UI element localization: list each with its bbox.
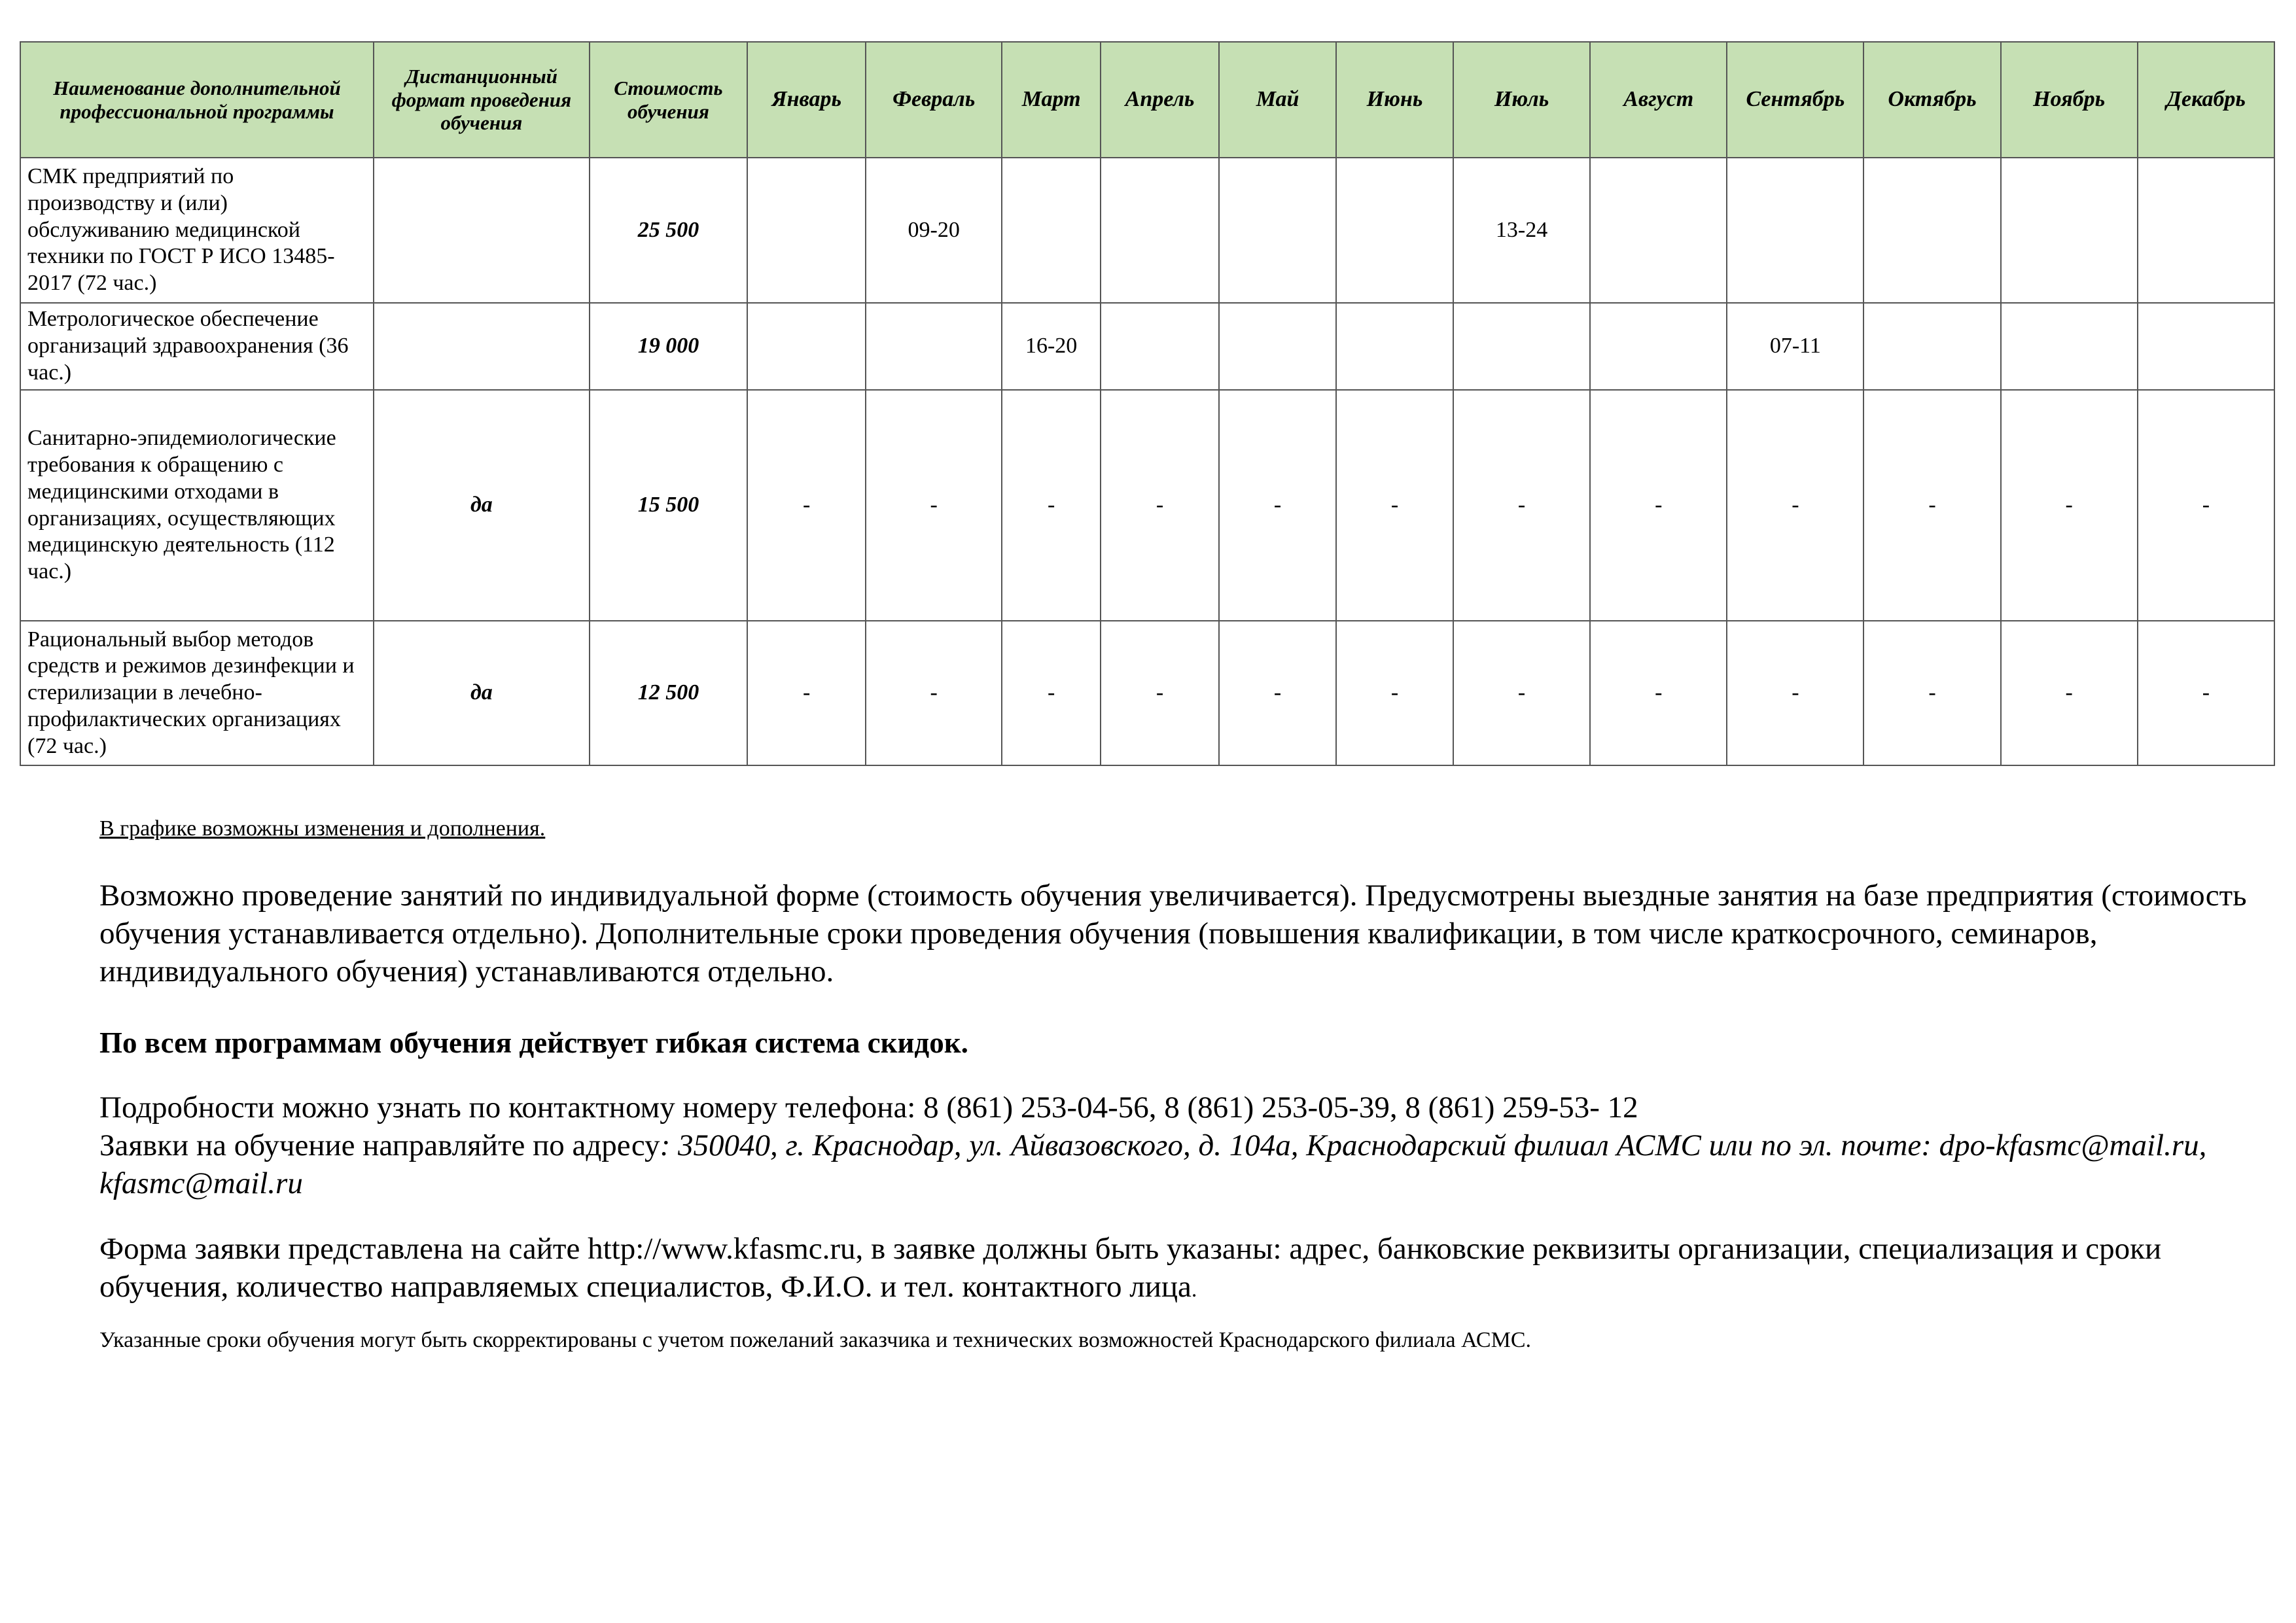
cost-cell: 15 500: [590, 390, 747, 621]
month-cell: -: [1219, 621, 1336, 765]
table-header-row: [20, 42, 2274, 158]
month-cell: [2138, 303, 2274, 390]
schedule-changes-note: В графике возможны изменения и дополнения.: [99, 816, 546, 841]
month-cell: [1590, 303, 1727, 390]
month-cell: 16-20: [1002, 303, 1101, 390]
month-cell: [866, 303, 1002, 390]
form-info-end: .: [1191, 1278, 1197, 1302]
month-cell: [2001, 158, 2138, 303]
header-month: Май: [1219, 42, 1336, 158]
distance-cell: [374, 158, 590, 303]
month-cell: -: [866, 390, 1002, 621]
header-month: Март: [1002, 42, 1101, 158]
month-cell: 09-20: [866, 158, 1002, 303]
month-cell: [1863, 158, 2000, 303]
month-cell: -: [2001, 621, 2138, 765]
month-cell: -: [1336, 621, 1453, 765]
contacts-block: [99, 1089, 2259, 1202]
month-cell: [1336, 303, 1453, 390]
month-cell: [2001, 303, 2138, 390]
cost-cell: 25 500: [590, 158, 747, 303]
month-cell: -: [1101, 390, 1219, 621]
month-cell: -: [1727, 621, 1863, 765]
month-cell: -: [1002, 390, 1101, 621]
program-name: Рациональный выбор методов средств и режимов дезинфекции и стерилизации в лечебно-профилактических организациях (72 час.): [20, 621, 374, 765]
month-cell: -: [2138, 390, 2274, 621]
header-month: Февраль: [866, 42, 1002, 158]
discount-note: По всем программам обучения действует гибкая система скидок.: [99, 1026, 968, 1059]
header-month: Август: [1590, 42, 1727, 158]
distance-cell: да: [374, 390, 590, 621]
month-cell: -: [2138, 621, 2274, 765]
month-cell: [1219, 158, 1336, 303]
apply-line: [99, 1126, 2259, 1202]
header-distance-format: Дистанционный формат проведения обучения: [374, 42, 590, 158]
header-month: Декабрь: [2138, 42, 2274, 158]
month-cell: -: [1453, 390, 1590, 621]
program-name: Метрологическое обеспечение организаций здравоохранения (36 час.): [20, 303, 374, 390]
header-program: Наименование дополнительной профессиональной программы: [20, 42, 374, 158]
form-info-text: Форма заявки представлена на сайте http://www.kfasmc.ru, в заявке должны быть указаны: адрес, банковские реквизиты организации, специализация и сроки обучения, количество направляемых специалистов, Ф.И.О. и тел. контактного лица: [99, 1232, 2162, 1304]
header-month: Июль: [1453, 42, 1590, 158]
month-cell: [1863, 303, 2000, 390]
header-month: Январь: [747, 42, 866, 158]
distance-cell: [374, 303, 590, 390]
header-month: Октябрь: [1863, 42, 2000, 158]
month-cell: -: [1727, 390, 1863, 621]
program-name: СМК предприятий по производству и (или) обслуживанию медицинской техники по ГОСТ Р ИСО 13485-2017 (72 час.): [20, 158, 374, 303]
month-cell: -: [866, 621, 1002, 765]
month-cell: -: [1219, 390, 1336, 621]
apply-prefix: Заявки на обучение направляйте по адресу: [99, 1128, 660, 1162]
month-cell: -: [1590, 621, 1727, 765]
training-schedule-table: [20, 41, 2275, 766]
month-cell: -: [1863, 390, 2000, 621]
month-cell: -: [2001, 390, 2138, 621]
month-cell: [1590, 158, 1727, 303]
month-cell: [1727, 158, 1863, 303]
cost-cell: 19 000: [590, 303, 747, 390]
month-cell: -: [1590, 390, 1727, 621]
individual-training-paragraph: Возможно проведение занятий по индивидуальной форме (стоимость обучения увеличивается). Предусмотрены выездные занятия на базе предприятия (стоимость обучения устанавливается отдельно). Дополнительные сроки проведения обучения (повышения квалификации, в том числе краткосрочного, семинаров, индивидуального обучения) устанавливаются отдельно.: [99, 879, 2247, 988]
apply-address: : 350040, г. Краснодар, ул. Айвазовского, д. 104а, Краснодарский филиал АСМС или по эл. почте: dpo-kfasmc@mail.ru, kfasmc@mail.ru: [99, 1128, 2207, 1200]
month-cell: [2138, 158, 2274, 303]
table-row: [20, 303, 2274, 390]
table-row: [20, 390, 2274, 621]
month-cell: -: [747, 621, 866, 765]
month-cell: [1101, 303, 1219, 390]
disclaimer-note: Указанные сроки обучения могут быть скорректированы с учетом пожеланий заказчика и технических возможностей Краснодарского филиала АСМС.: [99, 1328, 1532, 1352]
distance-cell: да: [374, 621, 590, 765]
month-cell: -: [1002, 621, 1101, 765]
cost-cell: 12 500: [590, 621, 747, 765]
month-cell: -: [1863, 621, 2000, 765]
month-cell: [747, 303, 866, 390]
month-cell: 07-11: [1727, 303, 1863, 390]
header-month: Сентябрь: [1727, 42, 1863, 158]
table-row: [20, 158, 2274, 303]
month-cell: [1219, 303, 1336, 390]
month-cell: [747, 158, 866, 303]
header-cost: Стоимость обучения: [590, 42, 747, 158]
month-cell: -: [1453, 621, 1590, 765]
header-month: Апрель: [1101, 42, 1219, 158]
month-cell: -: [747, 390, 866, 621]
month-cell: [1336, 158, 1453, 303]
program-name: Санитарно-эпидемиологические требования к обращению с медицинскими отходами в организациях, осуществляющих медицинскую деятельность (112 час.): [20, 390, 374, 621]
month-cell: -: [1336, 390, 1453, 621]
phone-line: Подробности можно узнать по контактному номеру телефона: 8 (861) 253-04-56, 8 (861) 253-05-39, 8 (861) 259-53- 12: [99, 1091, 1638, 1125]
month-cell: 13-24: [1453, 158, 1590, 303]
header-month: Ноябрь: [2001, 42, 2138, 158]
month-cell: [1453, 303, 1590, 390]
month-cell: [1101, 158, 1219, 303]
header-month: Июнь: [1336, 42, 1453, 158]
month-cell: -: [1101, 621, 1219, 765]
month-cell: [1002, 158, 1101, 303]
form-info-paragraph: [99, 1230, 2259, 1309]
table-row: [20, 621, 2274, 765]
